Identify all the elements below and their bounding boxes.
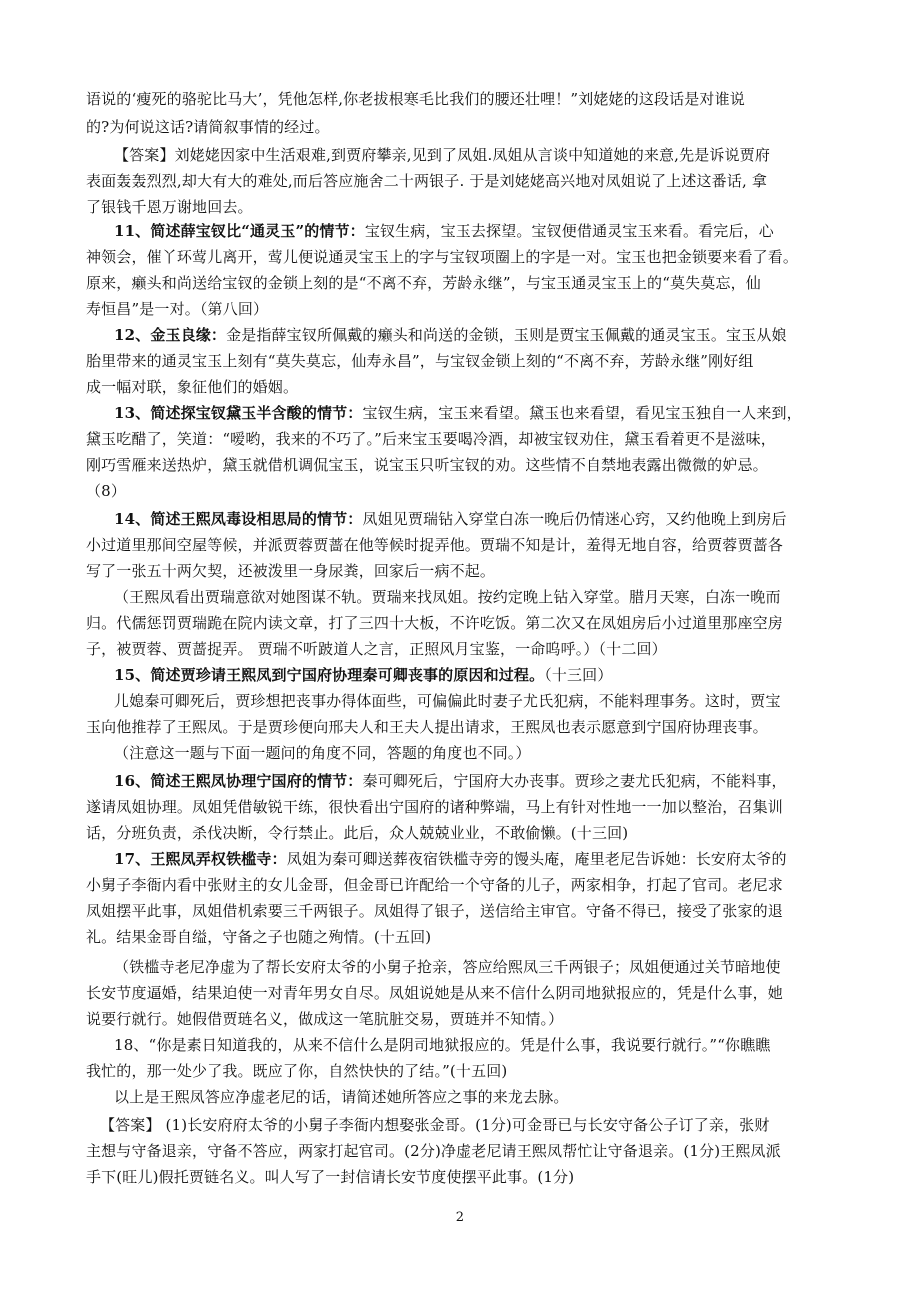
item-text: 宝钗生病，宝玉来看望。黛玉也来看望，看见宝玉独自一人来到， (362, 404, 802, 422)
item-text: 秦可卿死后，宁国府大办丧事。贾珍之妻尤氏犯病，不能料事， (362, 772, 787, 790)
text-line: 的?为何说这话?请简叙事情的经过。 (86, 118, 330, 136)
item-text: 金是指薛宝钗所佩戴的癞头和尚送的金锁，玉则是贾宝玉佩戴的通灵宝玉。宝玉从娘 (226, 326, 787, 344)
item-heading: 15、简述贾珍请王熙凤到宁国府协理秦可卿丧事的原因和过程。 (114, 666, 545, 684)
item-text: 凤姐为秦可卿送葬夜宿铁槛寺旁的馒头庵，庵里老尼告诉她：长安府太爷的 (286, 850, 787, 868)
item-heading: 16、简述王熙凤协理宁国府的情节： (114, 772, 363, 790)
text-line: 子，被贾蓉、贾蔷捉弄。 贾瑞不听跛道人之言，正照风月宝鉴，一命呜呼。）（十二回） (86, 640, 667, 658)
text-line (114, 846, 787, 872)
text-line: 胎里带来的通灵宝玉上刻有“莫失莫忘，仙寿永昌”，与宝钗金锁上刻的“不离不弃，芳龄永继”刚好组 (86, 352, 754, 370)
text-line: 写了一张五十两欠契，还被泼里一身尿粪，回家后一病不起。 (86, 562, 496, 580)
text-line: 归。代儒惩罚贾瑞跪在院内读文章，打了三四十大板，不许吃饭。第二次又在凤姐房后小过道里那座空房 (86, 614, 783, 632)
text-line: 说要行就行。她假借贾琏名义，做成这一笔肮脏交易，贾琏并不知情。） (86, 1010, 564, 1028)
text-line: （8） (86, 482, 126, 500)
text-line: 黛玉吃醋了，笑道：“嗳哟，我来的不巧了。”后来宝玉要喝冷酒，却被宝钗劝住，黛玉看着更不是滋味， (86, 430, 776, 448)
text-line: 礼。结果金哥自缢，守备之子也随之殉情。(十五回) (86, 928, 432, 946)
text-line: 刚巧雪雁来送热炉，黛玉就借机调侃宝玉，说宝玉只听宝钗的劝。这些情不自禁地表露出微微的妒忌。 (86, 456, 768, 474)
text-line: 18、“你是素日知道我的，从来不信什么是阴司地狱报应的。凭是什么事，我说要行就行。”“你瞧瞧 (114, 1036, 771, 1054)
text-line: 神领会，催丫环莺儿离开，莺儿便说通灵宝玉上的字与宝钗项圈上的字是一对。宝玉也把金锁要来看了看。 (86, 248, 799, 266)
text-line: 小舅子李衙内看中张财主的女儿金哥，但金哥已许配给一个守备的儿子，两家相争，打起了官司。老尼求 (86, 876, 783, 894)
text-line (114, 662, 613, 688)
item-text: 宝钗生病，宝玉去探望。宝钗便借通灵宝玉来看。看完后，心 (364, 222, 774, 240)
text-line: 遂请凤姐协理。凤姐凭借敏锐干练，很快看出宁国府的诸种弊端，马上有针对性地一一加以整治，召集训 (86, 798, 783, 816)
text-line: 成一幅对联，象征他们的婚姻。 (86, 378, 299, 396)
item-text: 凤姐见贾瑞钻入穿堂白冻一晚后仍情迷心窍，又约他晚上到房后 (362, 510, 787, 528)
text-line: 以上是王熙凤答应净虚老尼的话，请简述她所答应之事的来龙去脉。 (114, 1088, 569, 1106)
text-line: （王熙凤看出贾瑞意欲对她图谋不轨。贾瑞来找凤姐。按约定晚上钻入穿堂。腊月天寒，白冻一晚而 (114, 588, 781, 606)
item-heading: 12、金玉良缘： (114, 326, 227, 344)
text-line: 长安节度逼婚，结果迫使一对青年男女自尽。凤姐说她是从来不信什么阴司地狱报应的，凭是什么事，她 (86, 984, 783, 1002)
item-heading: 13、简述探宝钗黛玉半含酸的情节： (114, 404, 363, 422)
text-line: 儿媳秦可卿死后，贾珍想把丧事办得体面些，可偏偏此时妻子尤氏犯病，不能料理事务。这时，贾宝 (114, 692, 781, 710)
text-line: 玉向他推荐了王熙凤。于是贾珍便向邢夫人和王夫人提出请求，王熙凤也表示愿意到宁国府协理丧事。 (86, 718, 768, 736)
item-heading: 17、王熙凤弄权铁槛寺： (114, 850, 287, 868)
item-text: （十三回） (544, 666, 613, 684)
item-heading: 14、简述王熙凤毒设相思局的情节： (114, 510, 363, 528)
text-line: 了银钱千恩万谢地回去。 (86, 198, 253, 216)
page-number: 2 (455, 1210, 465, 1225)
text-line (114, 768, 787, 794)
text-line: 原来，癞头和尚送给宝钗的金锁上刻的是“不离不弃，芳龄永继”，与宝玉通灵宝玉上的“莫失莫忘，仙 (86, 274, 761, 292)
text-line: 寿恒昌”是一对。（第八回） (86, 300, 269, 318)
text-line: 凤姐摆平此事，凤姐借机索要三千两银子。凤姐得了银子，送信给主审官。守备不得已，接受了张家的退 (86, 902, 783, 920)
text-line: 话，分班负责，杀伐决断，令行禁止。此后，众人兢兢业业，不敢偷懒。(十三回) (86, 824, 629, 842)
text-line (114, 322, 787, 348)
text-line: 手下(旺儿)假托贾链名义。叫人写了一封信请长安节度使摆平此事。(1分) (86, 1168, 575, 1186)
text-line (114, 506, 787, 532)
text-line: （注意这一题与下面一题问的角度不同，答题的角度也不同。） (114, 744, 531, 762)
text-line: 语说的‘瘦死的骆驼比马大’，凭他怎样,你老拔根寒毛比我们的腰还壮哩！”刘姥姥的这段话是对谁说 (86, 90, 745, 108)
text-line: （铁槛寺老尼净虚为了帮长安府太爷的小舅子抢亲，答应给熙凤三千两银子；凤姐便通过关节暗地使 (114, 958, 781, 976)
text-line: 小过道里那间空屋等候，并派贾蓉贾蔷在他等候时捉弄他。贾瑞不知是计，羞得无地自容，给贾蓉贾蔷各 (86, 536, 783, 554)
item-heading: 11、简述薛宝钗比“通灵玉”的情节： (114, 222, 365, 240)
text-line (114, 218, 774, 244)
text-line: 【答案】 (1)长安府府太爷的小舅子李衙内想娶张金哥。(1分)可金哥已与长安守备公子订了亲，张财 (100, 1116, 770, 1134)
text-line: 【答案】刘姥姥因家中生活艰难,到贾府攀亲,见到了凤姐.凤姐从言谈中知道她的来意,先是诉说贾府 (114, 146, 770, 164)
text-line: 主想与守备退亲，守备不答应，两家打起官司。(2分)净虚老尼请王熙凤帮忙让守备退亲。(1分)王熙凤派 (86, 1142, 781, 1160)
text-line: 表面轰轰烈烈,却大有大的难处,而后答应施舍二十两银子. 于是刘姥姥高兴地对凤姐说了上述这番话, 拿 (86, 172, 767, 190)
text-line (114, 400, 802, 426)
text-line: 我忙的，那一处少了我。既应了你，自然快快的了结。”(十五回) (86, 1062, 508, 1080)
